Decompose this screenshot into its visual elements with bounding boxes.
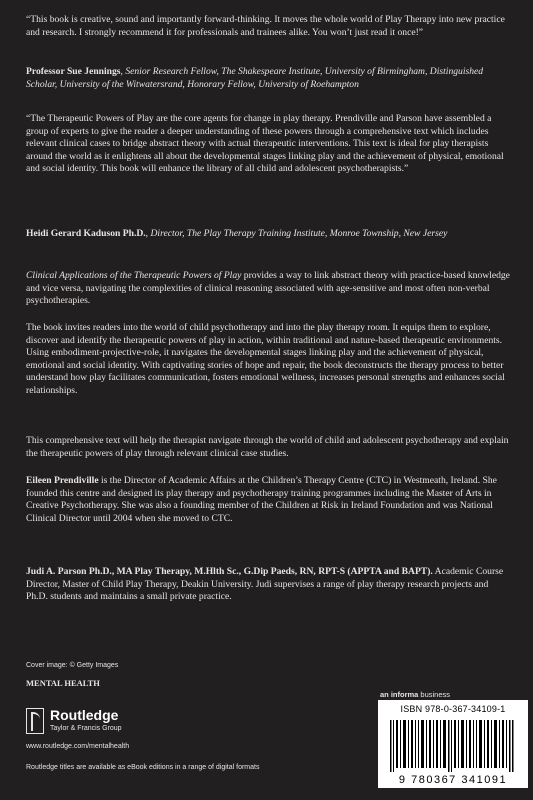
book-title: Clinical Applications of the Therapeutic Powers of Play bbox=[26, 270, 242, 281]
routledge-r-icon bbox=[26, 708, 44, 734]
author-1-bio bbox=[26, 475, 510, 525]
publisher-group: Taylor & Francis Group bbox=[50, 725, 122, 732]
quote-1-attribution bbox=[26, 66, 510, 91]
quote-1-affiliation: , Senior Research Fellow, The Shakespeare Institute, University of Birmingham, Distinguished Scholar, University of the Witwatersrand, Honorary Fellow, University of Roehampton bbox=[26, 66, 484, 90]
quote-2 bbox=[26, 113, 510, 176]
informa-business-logo bbox=[380, 690, 450, 699]
description-paragraph-2: The book invites readers into the world of child psychotherapy and into the play therapy room. It equips them to explore, discover and identify the therapeutic powers of play in action, within traditional and nature-based therapeutic environments. Using embodiment-projective-role, it navigates the developmental stages linking play and the achievement of physical, emotional and social identity. With captivating stories of hope and repair, the book deconstructs the therapy process to better understand how play facilitates communication, fosters emotional wellness, increases personal strengths and enhances social relationships. bbox=[26, 322, 505, 396]
quote-2-affiliation: , Director, The Play Therapy Training Institute, Monroe Township, New Jersey bbox=[145, 228, 448, 239]
barcode-digits: 9 780367 341091 bbox=[398, 774, 508, 786]
quote-1-text: “This book is creative, sound and importantly forward-thinking. It moves the whole world of Play Therapy into new practice and research. I strongly recommend it for professionals and trainees alike. You won’t just read it once!” bbox=[26, 14, 505, 38]
ebook-note: Routledge titles are available as eBook editions in a range of digital formats bbox=[26, 764, 260, 771]
author-2-bio bbox=[26, 566, 510, 604]
informa-suffix: business bbox=[418, 690, 451, 699]
publisher-name: Routledge bbox=[50, 707, 119, 723]
quote-2-text: “The Therapeutic Powers of Play are the core agents for change in play therapy. Prendiville and Parson have assembled a group of experts to give the reader a deeper understanding of these powers through a comprehensive text which includes relevant clinical cases to bridge abstract theory with actual therapeutic interventions. This text is ideal for play therapists around the world as it enlightens all about the developmental stages linking play and the achievement of physical, emotional and social identity. This book will enhance the library of all child and adolescent psychotherapists.” bbox=[26, 113, 504, 175]
description-paragraph-3: This comprehensive text will help the therapist navigate through the world of child and adolescent psychotherapy and explain the therapeutic powers of play through relevant clinical case studies. bbox=[26, 435, 509, 459]
publisher-website[interactable]: www.routledge.com/mentalhealth bbox=[26, 743, 130, 750]
author-2-name: Judi A. Parson Ph.D., MA Play Therapy, M.Hlth Sc., G.Dip Paeds, RN, RPT-S (APPTA and BAPT). bbox=[26, 566, 433, 577]
author-2-bio-text: Academic Course Director, Master of Child Play Therapy, Deakin University. Judi supervises a range of play therapy research projects and Ph.D. students and maintains a small private practice. bbox=[26, 566, 504, 603]
routledge-logo bbox=[26, 706, 146, 736]
author-1-bio-text: is the Director of Academic Affairs at the Children’s Therapy Centre (CTC) in Westmeath, Ireland. She founded this centre and designed its play therapy and psychotherapy training programmes including the Master of Arts in Creative Psychotherapy. She was also a founding member of the Children at Risk in Ireland Foundation and was National Clinical Director until 2004 when she moved to CTC. bbox=[26, 475, 497, 524]
quote-2-attribution bbox=[26, 228, 510, 241]
quote-1-author: Professor Sue Jennings bbox=[26, 66, 121, 77]
category-label: MENTAL HEALTH bbox=[26, 678, 100, 688]
isbn-barcode-panel bbox=[378, 700, 528, 788]
cover-image-credit: Cover image: © Getty Images bbox=[26, 662, 119, 669]
quote-1 bbox=[26, 14, 510, 39]
description-p1-text: provides a way to link abstract theory with practice-based knowledge and vice versa, navigating the complexities of clinical reasoning associated with age-sensitive and most often non-verbal psychotherapies. bbox=[26, 270, 510, 307]
author-1-name: Eileen Prendiville bbox=[26, 475, 99, 486]
description-paragraph-1 bbox=[26, 270, 510, 308]
barcode-graphic bbox=[390, 720, 516, 772]
isbn-number: ISBN 978-0-367-34109-1 bbox=[400, 704, 506, 714]
quote-2-author: Heidi Gerard Kaduson Ph.D. bbox=[26, 228, 146, 239]
informa-brand: an informa bbox=[380, 690, 419, 699]
